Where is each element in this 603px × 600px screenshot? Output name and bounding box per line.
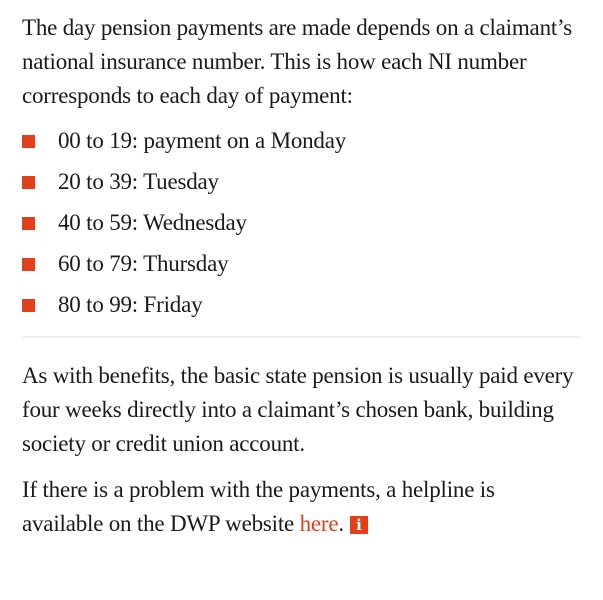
dwp-helpline-link[interactable]: here [299, 511, 339, 536]
list-item [22, 291, 581, 318]
list-item-label: 00 to 19: payment on a Monday [58, 128, 347, 153]
list-item [22, 250, 581, 277]
square-bullet-icon [22, 176, 35, 189]
helpline-text: If there is a problem with the payments, a helpline is available on the DWP website [22, 477, 495, 536]
list-item-label: 80 to 99: Friday [58, 292, 203, 317]
section-divider [22, 336, 581, 338]
benefits-paragraph: As with benefits, the basic state pension is usually paid every four weeks directly into a claimant’s chosen bank, building society or credit union account. [22, 363, 574, 456]
square-bullet-icon [22, 299, 35, 312]
payment-day-list [22, 127, 581, 318]
helpline-paragraph [22, 473, 581, 541]
list-item-label: 20 to 39: Tuesday [58, 169, 219, 194]
list-item [22, 127, 581, 154]
list-item-label: 40 to 59: Wednesday [58, 210, 247, 235]
list-item [22, 209, 581, 236]
info-icon[interactable]: i [350, 516, 368, 534]
square-bullet-icon [22, 258, 35, 271]
square-bullet-icon [22, 217, 35, 230]
intro-paragraph: The day pension payments are made depends on a claimant’s national insurance number. This is how each NI number corresponds to each day of payment: [22, 15, 573, 108]
helpline-period: . [338, 511, 344, 536]
square-bullet-icon [22, 135, 35, 148]
list-item [22, 168, 581, 195]
list-item-label: 60 to 79: Thursday [58, 251, 229, 276]
